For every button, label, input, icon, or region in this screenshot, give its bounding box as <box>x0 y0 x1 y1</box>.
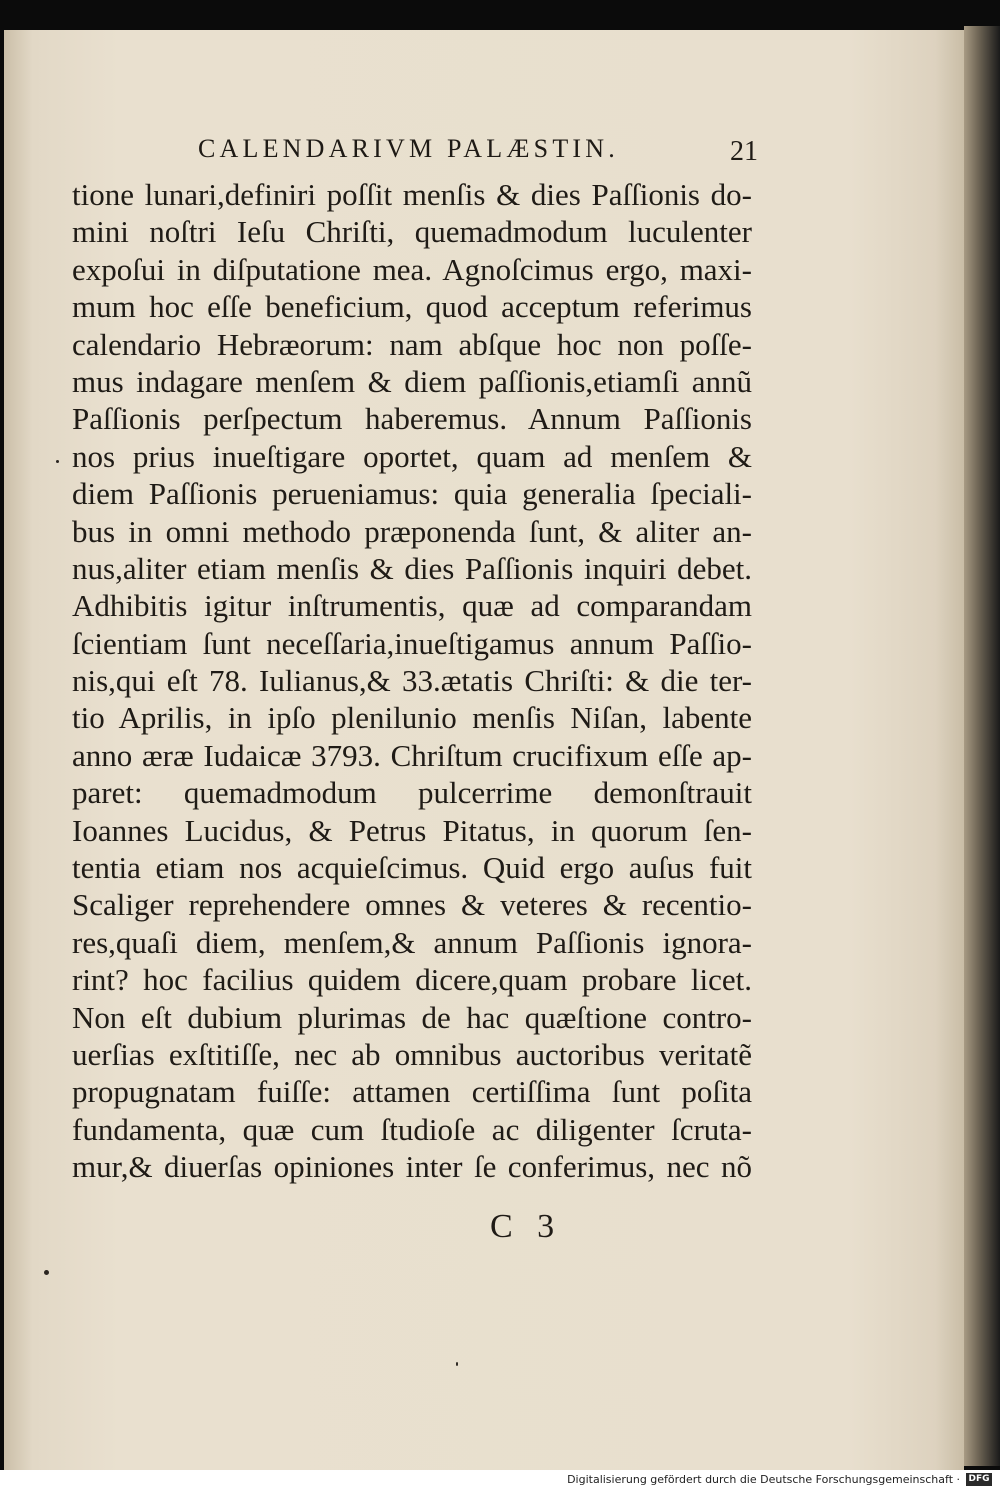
page-header <box>198 134 758 170</box>
text-line: ſcientiam ſunt neceſſaria,inueſtigamus annum Paſſio- <box>72 625 752 661</box>
ink-speck <box>56 460 59 463</box>
body-text <box>72 176 752 1186</box>
footer-credit: Digitalisierung gefördert durch die Deutsche Forschungsgemeinschaft · <box>567 1473 960 1486</box>
text-line: tio Aprilis, in ipſo plenilunio menſis Niſan, labente <box>72 700 752 736</box>
text-line: bus in omni methodo præponenda ſunt, & aliter an- <box>72 513 752 549</box>
book-fore-edge <box>964 26 1000 1466</box>
text-line: mus indagare menſem & diem paſſionis,etiamſi annũ <box>72 363 752 399</box>
text-line: expoſui in diſputatione mea. Agnoſcimus ergo, maxi- <box>72 251 752 287</box>
text-line: anno æræ Iudaicæ 3793. Chriſtum crucifixum eſſe ap- <box>72 737 752 773</box>
text-line: Scaliger reprehendere omnes & veteres & recentio- <box>72 887 752 923</box>
dfg-logo: DFG <box>966 1473 992 1486</box>
text-line: Ioannes Lucidus, & Petrus Pitatus, in quorum ſen- <box>72 812 752 848</box>
text-line: Non eſt dubium plurimas de hac quæſtione contro- <box>72 999 752 1035</box>
text-line: calendario Hebræorum: nam abſque hoc non poſſe- <box>72 326 752 362</box>
text-line: nis,qui eſt 78. Iulianus,& 33.ætatis Chriſti: & die ter- <box>72 663 752 699</box>
text-line: nos prius inueſtigare oportet, quam ad menſem & <box>72 438 752 474</box>
ink-speck <box>456 1362 458 1366</box>
text-line: res,quaſi diem, menſem,& annum Paſſionis ignora- <box>72 924 752 960</box>
text-line: diem Paſſionis perueniamus: quia generalia ſpeciali- <box>72 476 752 512</box>
text-line: mur,& diuerſas opiniones inter ſe conferimus, nec nõ <box>72 1149 752 1185</box>
text-line: mini noſtri Ieſu Chriſti, quemadmodum luculenter <box>72 214 752 250</box>
text-line: uerſias exſtitiſſe, nec ab omnibus auctoribus veritatẽ <box>72 1036 752 1072</box>
running-title: CALENDARIVM PALÆSTIN. <box>198 134 619 163</box>
text-line: propugnatam fuiſſe: attamen certiſſima ſunt poſita <box>72 1074 752 1110</box>
text-line: mum hoc eſſe beneficium, quod acceptum referimus <box>72 289 752 325</box>
text-line: paret: quemadmodum pulcerrime demonſtrauit <box>72 775 752 811</box>
text-line: rint? hoc facilius quidem dicere,quam probare licet. <box>72 962 752 998</box>
text-line: nus,aliter etiam menſis & dies Paſſionis inquiri debet. <box>72 550 752 586</box>
text-line: tione lunari,definiri poſſit menſis & dies Paſſionis do- <box>72 177 752 212</box>
text-line: tentia etiam nos acquieſcimus. Quid ergo auſus fuit <box>72 850 752 886</box>
text-line: Paſſionis perſpectum haberemus. Annum Paſſionis <box>72 401 752 437</box>
page-number: 21 <box>730 136 758 167</box>
ink-speck <box>44 1270 49 1275</box>
text-line: Adhibitis igitur inſtrumentis, quæ ad comparandam <box>72 588 752 624</box>
signature-mark: C 3 <box>490 1208 563 1245</box>
footer-bar <box>0 1470 1000 1490</box>
text-line: fundamenta, quæ cum ſtudioſe ac diligenter ſcruta- <box>72 1111 752 1147</box>
